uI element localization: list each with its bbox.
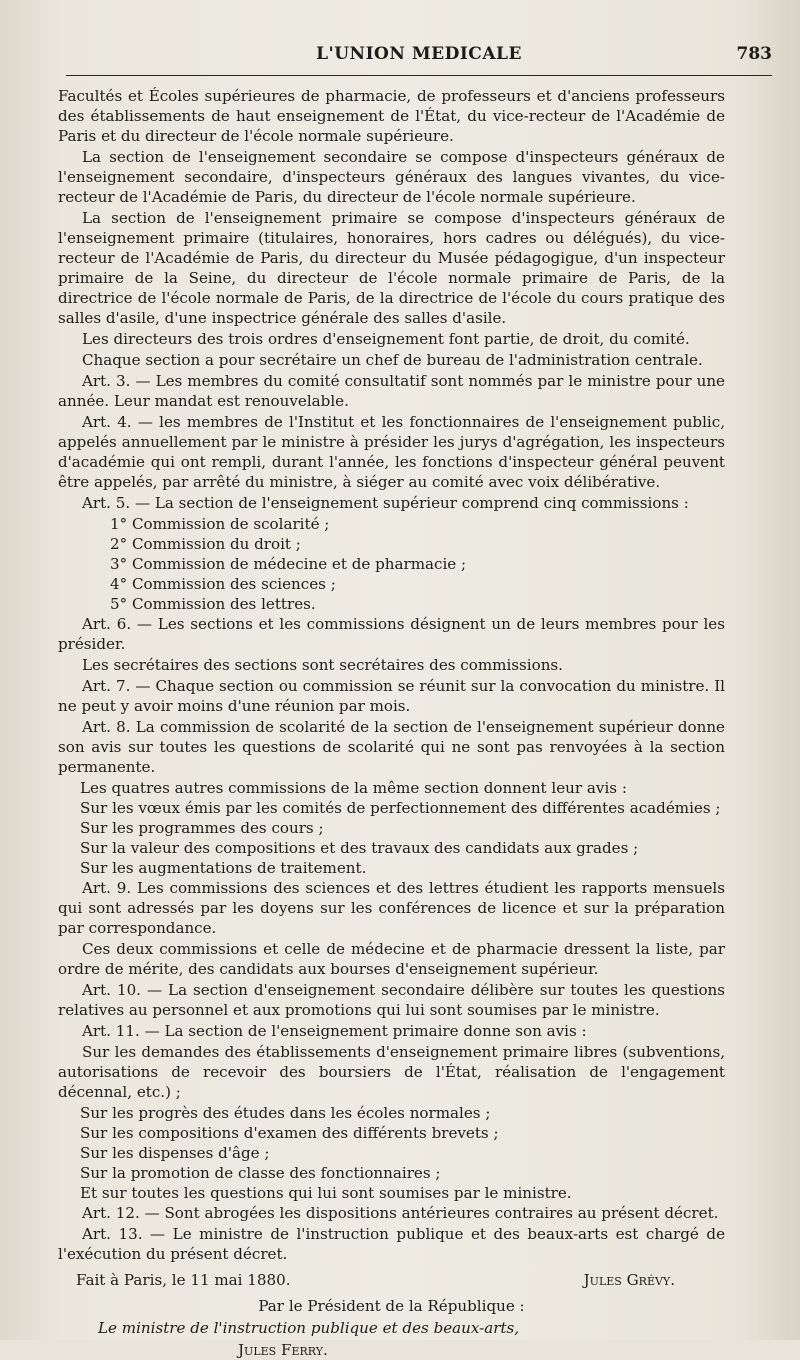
article-13: Art. 13. — Le ministre de l'instruction publique et des beaux-arts est chargé de l'exécution du présent décret. [58,1225,725,1263]
paragraph-bourses: Ces deux commissions et celle de médecine et de pharmacie dressent la liste, par ordre de mérite, des candidats aux bourses d'enseignement supérieur. [58,940,725,978]
article-8-item: Sur les augmentations de traitement. [80,859,367,877]
journal-title: L'UNION MEDICALE [316,44,522,64]
par-le-president: Par le Président de la République : [258,1297,525,1315]
article-11-item: Sur la promotion de classe des fonctionnaires ; [80,1164,441,1182]
article-8: Art. 8. La commission de scolarité de la section de l'enseignement supérieur donne son avis sur toutes les questions de scolarité qui ne sont pas renvoyées à la section permanente. [58,718,725,776]
article-8-item: Sur les vœux émis par les comités de perfectionnement des différentes académies ; [80,799,721,817]
commission-item: 2° Commission du droit ; [110,535,301,553]
article-11-item: Sur les compositions d'examen des différents brevets ; [80,1124,499,1142]
commission-item: 3° Commission de médecine et de pharmacie ; [110,555,467,573]
minister-title: Le ministre de l'instruction publique et des beaux-arts, [98,1319,520,1337]
article-9: Art. 9. Les commissions des sciences et des lettres étudient les rapports mensuels qui sont adressés par les doyens sur les conférences de licence et sur la préparation par correspondance. [58,879,725,937]
paragraph-directors: Les directeurs des trois ordres d'enseignement font partie, de droit, du comité. [82,330,690,348]
article-12: Art. 12. — Sont abrogées les dispositions antérieures contraires au présent décret. [82,1204,719,1222]
article-11: Art. 11. — La section de l'enseignement primaire donne son avis : [82,1022,587,1040]
page-number: 783 [736,44,772,64]
commission-item: 5° Commission des lettres. [110,595,316,613]
article-8-item: Sur les programmes des cours ; [80,819,324,837]
article-10: Art. 10. — La section d'enseignement secondaire délibère sur toutes les questions relatives au personnel et aux promotions qui lui sont soumises par le ministre. [58,981,725,1019]
article-11-first-item: Sur les demandes des établissements d'enseignement primaire libres (subventions, autorisations de recevoir des boursiers de l'État, réalisation de l'engagement décennal, etc.) ; [58,1043,725,1101]
president-signature: Jules Grévy. [583,1271,675,1289]
article-4: Art. 4. — les membres de l'Institut et les fonctionnaires de l'enseignement public, appelés annuellement par le ministre à présider les jurys d'agrégation, les inspecteurs d'académie qui ont rempli, durant l'année, les fonctions d'inspecteur général peuvent être appelés, par arrêté du ministre, à siéger au comité avec voix délibérative. [58,413,725,491]
header-rule [66,75,772,76]
minister-signature: Jules Ferry. [238,1341,328,1359]
article-8-item: Sur la valeur des compositions et des travaux des candidats aux grades ; [80,839,639,857]
article-3: Art. 3. — Les membres du comité consultatif sont nommés par le ministre pour une année. Leur mandat est renouvelable. [58,372,725,410]
place-date: Fait à Paris, le 11 mai 1880. [76,1271,291,1289]
paragraph-four-commissions: Les quatres autres commissions de la même section donnent leur avis : [80,779,627,797]
article-5: Art. 5. — La section de l'enseignement supérieur comprend cinq commissions : [82,494,689,512]
paragraph-faculties: Facultés et Écoles supérieures de pharmacie, de professeurs et d'anciens professeurs des établissements de haut enseignement de l'État, du vice-recteur de l'Académie de Paris et du directeur de l'école normale supérieure. [58,87,725,145]
article-6: Art. 6. — Les sections et les commissions désignent un de leurs membres pour les présider. [58,615,725,653]
paragraph-primary-section: La section de l'enseignement primaire se compose d'inspecteurs généraux de l'enseignement primaire (titulaires, honoraires, hors cadres ou délégués), du vice-recteur de l'Académie de Paris, du directeur du Musée pédagogigue, d'un inspecteur primaire de la Seine, du directeur de l'école normale primaire de Paris, de la directrice de l'école normale de Paris, de la directrice de l'école du cours pratique des salles d'asile, d'une inspectrice générale des salles d'asile. [58,209,725,327]
decree-text [58,86,725,1360]
article-11-item: Sur les dispenses d'âge ; [80,1144,270,1162]
signing-line [58,1270,725,1292]
page-header [66,44,772,70]
paragraph-secondary-section: La section de l'enseignement secondaire se compose d'inspecteurs généraux de l'enseignement secondaire, d'inspecteurs généraux des langues vivantes, du vice-recteur de l'Académie de Paris, du directeur de l'école normale supérieure. [58,148,725,206]
paragraph-secretary: Chaque section a pour secrétaire un chef de bureau de l'administration centrale. [82,351,703,369]
commission-item: 1° Commission de scolarité ; [110,515,330,533]
commission-item: 4° Commission des sciences ; [110,575,336,593]
paragraph-secretaries: Les secrétaires des sections sont secrétaires des commissions. [82,656,563,674]
article-11-item: Et sur toutes les questions qui lui sont soumises par le ministre. [80,1184,572,1202]
article-7: Art. 7. — Chaque section ou commission se réunit sur la convocation du ministre. Il ne peut y avoir moins d'une réunion par mois. [58,677,725,715]
article-11-item: Sur les progrès des études dans les écoles normales ; [80,1104,491,1122]
